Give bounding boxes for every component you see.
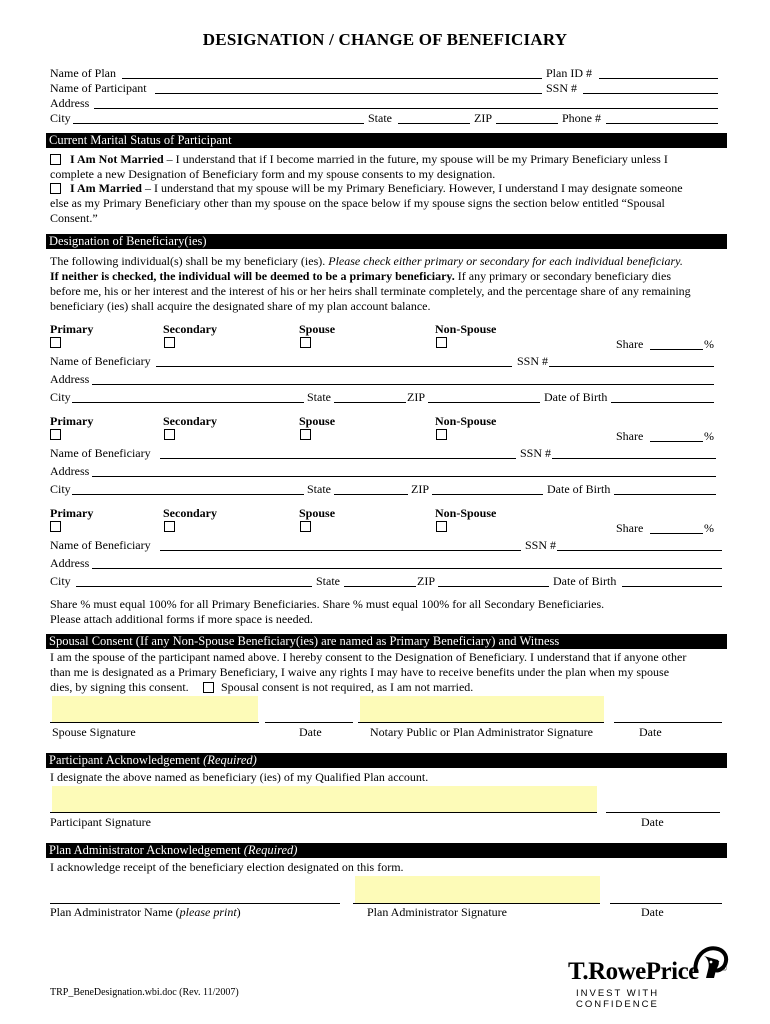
spousal-text-2: than me is designated as a Primary Beneficiary, I waive any rights I may have to receive benefits under the plan when my spouse [50, 665, 670, 679]
share-note-1: Share % must equal 100% for all Primary Beneficiaries. Share % must equal 100% for all Secondary Beneficiaries. [50, 597, 605, 611]
beneficiary-address-field[interactable] [92, 568, 722, 569]
logo-wordmark: T.RowePrice [568, 958, 699, 985]
beneficiary-address-label: Address [50, 464, 90, 478]
participant-name-label: Name of Participant [50, 81, 147, 95]
bighorn-ram-icon [690, 942, 732, 980]
beneficiary-address-label: Address [50, 372, 90, 386]
primary-label: Primary [50, 506, 94, 520]
beneficiary-dob-field[interactable] [611, 402, 714, 403]
beneficiary-zip-field[interactable] [438, 586, 549, 587]
beneficiary-city-field[interactable] [76, 586, 312, 587]
admin-name-label: Plan Administrator Name (please print) [50, 905, 241, 919]
plan-name-label: Name of Plan [50, 66, 116, 80]
beneficiary-address-label: Address [50, 556, 90, 570]
spouse-label: Spouse [299, 322, 336, 336]
designation-intro-3: before me, his or her interest and the interest of his or her heirs shall terminate completely, and the percentage share of any remaining [50, 284, 691, 298]
secondary-label: Secondary [163, 506, 217, 520]
share-field[interactable] [650, 349, 703, 350]
share-note-2: Please attach additional forms if more space is needed. [50, 612, 313, 626]
beneficiary-state-field[interactable] [334, 402, 406, 403]
primary-checkbox[interactable] [50, 521, 61, 532]
beneficiary-city-label: City [50, 482, 71, 496]
secondary-checkbox[interactable] [164, 429, 175, 440]
notary-date-field[interactable] [614, 722, 722, 723]
designation-heading: Designation of Beneficiary(ies) [46, 234, 727, 249]
beneficiary-state-field[interactable] [334, 494, 408, 495]
participant-phone-field[interactable] [606, 123, 718, 124]
beneficiary-city-field[interactable] [72, 402, 304, 403]
percent-sign: % [704, 521, 714, 535]
beneficiary-dob-field[interactable] [622, 586, 722, 587]
beneficiary-state-label: State [307, 482, 331, 496]
participant-date-field[interactable] [606, 812, 720, 813]
participant-signature-label: Participant Signature [50, 815, 151, 829]
plan-id-field[interactable] [599, 78, 718, 79]
non-spouse-checkbox[interactable] [436, 521, 447, 532]
beneficiary-address-field[interactable] [92, 476, 716, 477]
marital-status-heading: Current Marital Status of Participant [46, 133, 727, 148]
designation-intro-1: The following individual(s) shall be my beneficiary (ies). Please check either primary or secondary for each individual beneficiary. [50, 254, 683, 268]
participant-ssn-label: SSN # [546, 81, 578, 95]
beneficiary-zip-label: ZIP [417, 574, 435, 588]
participant-zip-field[interactable] [496, 123, 558, 124]
participant-signature-field[interactable] [52, 786, 597, 812]
spouse-date-field[interactable] [265, 722, 353, 723]
beneficiary-state-label: State [307, 390, 331, 404]
share-field[interactable] [650, 533, 703, 534]
designation-intro-2: If neither is checked, the individual will be deemed to be a primary beneficiary. If any primary or secondary beneficiary dies [50, 269, 672, 283]
beneficiary-address-field[interactable] [92, 384, 714, 385]
participant-ack-heading: Participant Acknowledgement (Required) [46, 753, 727, 768]
married-checkbox[interactable] [50, 183, 61, 194]
beneficiary-ssn-label: SSN # [517, 354, 549, 368]
participant-date-label: Date [641, 815, 664, 829]
admin-date-field[interactable] [610, 903, 722, 904]
beneficiary-state-label: State [316, 574, 340, 588]
registered-mark: ® [721, 964, 728, 973]
participant-address-field[interactable] [94, 108, 718, 109]
participant-zip-label: ZIP [474, 111, 492, 125]
not-required-label: Spousal consent is not required, as I am not married. [221, 680, 474, 694]
participant-city-label: City [50, 111, 71, 125]
not-married-checkbox[interactable] [50, 154, 61, 165]
beneficiary-ssn-field[interactable] [549, 366, 714, 367]
participant-ack-text: I designate the above named as beneficiary (ies) of my Qualified Plan account. [50, 770, 429, 784]
troweprice-logo [568, 958, 738, 1010]
spouse-label: Spouse [299, 414, 336, 428]
admin-signature-field[interactable] [355, 876, 600, 903]
beneficiary-dob-field[interactable] [614, 494, 716, 495]
spouse-signature-label: Spouse Signature [52, 725, 136, 739]
non-spouse-label: Non-Spouse [435, 322, 497, 336]
non-spouse-checkbox[interactable] [436, 429, 447, 440]
beneficiary-zip-field[interactable] [428, 402, 540, 403]
beneficiary-ssn-label: SSN # [520, 446, 552, 460]
non-spouse-label: Non-Spouse [435, 506, 497, 520]
participant-city-field[interactable] [73, 123, 364, 124]
notary-signature-field[interactable] [360, 696, 604, 722]
share-field[interactable] [650, 441, 703, 442]
notary-date-label: Date [639, 725, 662, 739]
beneficiary-name-label: Name of Beneficiary [50, 354, 151, 368]
participant-state-label: State [368, 111, 392, 125]
beneficiary-name-field[interactable] [160, 550, 521, 551]
admin-name-field[interactable] [50, 903, 340, 904]
beneficiary-zip-label: ZIP [411, 482, 429, 496]
beneficiary-state-field[interactable] [344, 586, 416, 587]
primary-checkbox[interactable] [50, 337, 61, 348]
married-line-3: Consent.” [50, 211, 98, 225]
secondary-label: Secondary [163, 414, 217, 428]
beneficiary-name-field[interactable] [160, 458, 516, 459]
percent-sign: % [704, 429, 714, 443]
spouse-checkbox[interactable] [300, 429, 311, 440]
beneficiary-city-field[interactable] [72, 494, 304, 495]
admin-date-label: Date [641, 905, 664, 919]
beneficiary-city-label: City [50, 390, 71, 404]
beneficiary-dob-label: Date of Birth [544, 390, 608, 404]
participant-phone-label: Phone # [562, 111, 601, 125]
logo-tagline: INVEST WITH CONFIDENCE [576, 988, 660, 1010]
spouse-date-label: Date [299, 725, 322, 739]
document-reference: TRP_BeneDesignation.wbi.doc (Rev. 11/2007) [50, 987, 239, 998]
spousal-consent-heading: Spousal Consent (If any Non-Spouse Beneficiary(ies) are named as Primary Beneficiary) and Witness [46, 634, 727, 649]
beneficiary-name-label: Name of Beneficiary [50, 446, 151, 460]
form-title: DESIGNATION / CHANGE OF BENEFICIARY [202, 30, 568, 49]
percent-sign: % [704, 337, 714, 351]
spouse-signature-field[interactable] [52, 696, 258, 722]
secondary-label: Secondary [163, 322, 217, 336]
spouse-signature-line [50, 722, 259, 723]
beneficiary-city-label: City [50, 574, 71, 588]
plan-name-field[interactable] [122, 78, 542, 79]
participant-signature-line [50, 812, 597, 813]
married-line-2: else as my Primary Beneficiary other than my spouse on the space below if my spouse signs the section below entitled “Spousal [50, 196, 665, 210]
share-label: Share [616, 337, 644, 351]
admin-signature-line [353, 903, 600, 904]
not-married-consent-checkbox[interactable] [203, 682, 214, 693]
designation-intro-4: beneficiary (ies) shall acquire the designated share of my plan account balance. [50, 299, 431, 313]
admin-ack-heading: Plan Administrator Acknowledgement (Required) [46, 843, 727, 858]
beneficiary-ssn-field[interactable] [552, 458, 716, 459]
beneficiary-name-field[interactable] [156, 366, 512, 367]
secondary-checkbox[interactable] [164, 521, 175, 532]
participant-ssn-field[interactable] [583, 93, 718, 94]
beneficiary-dob-label: Date of Birth [553, 574, 617, 588]
share-label: Share [616, 429, 644, 443]
non-spouse-checkbox[interactable] [436, 337, 447, 348]
married-line-1: I Am Married – I understand that my spouse will be my Primary Beneficiary. However, I understand I may designate someone [70, 181, 683, 195]
plan-id-label: Plan ID # [546, 66, 592, 80]
spouse-checkbox[interactable] [300, 521, 311, 532]
spouse-label: Spouse [299, 506, 336, 520]
admin-ack-text: I acknowledge receipt of the beneficiary election designated on this form. [50, 860, 404, 874]
not-married-line-2: complete a new Designation of Beneficiary form and my spouse consents to my designation. [50, 167, 496, 181]
beneficiary-zip-field[interactable] [432, 494, 543, 495]
participant-address-label: Address [50, 96, 90, 110]
primary-label: Primary [50, 414, 94, 428]
beneficiary-zip-label: ZIP [407, 390, 425, 404]
non-spouse-label: Non-Spouse [435, 414, 497, 428]
beneficiary-dob-label: Date of Birth [547, 482, 611, 496]
primary-checkbox[interactable] [50, 429, 61, 440]
beneficiary-name-label: Name of Beneficiary [50, 538, 151, 552]
participant-name-field[interactable] [155, 93, 542, 94]
beneficiary-ssn-label: SSN # [525, 538, 557, 552]
not-married-line-1: I Am Not Married – I understand that if I become married in the future, my spouse will be my Primary Beneficiary unless I [70, 152, 668, 166]
share-label: Share [616, 521, 644, 535]
spousal-text-1: I am the spouse of the participant named above. I hereby consent to the Designation of Beneficiary. I understand that if anyone other [50, 650, 687, 664]
notary-signature-label: Notary Public or Plan Administrator Signature [370, 725, 593, 739]
secondary-checkbox[interactable] [164, 337, 175, 348]
spouse-checkbox[interactable] [300, 337, 311, 348]
admin-signature-label: Plan Administrator Signature [367, 905, 507, 919]
spousal-text-3: dies, by signing this consent. [50, 680, 189, 694]
participant-state-field[interactable] [398, 123, 470, 124]
beneficiary-ssn-field[interactable] [557, 550, 722, 551]
notary-signature-line [358, 722, 604, 723]
primary-label: Primary [50, 322, 94, 336]
